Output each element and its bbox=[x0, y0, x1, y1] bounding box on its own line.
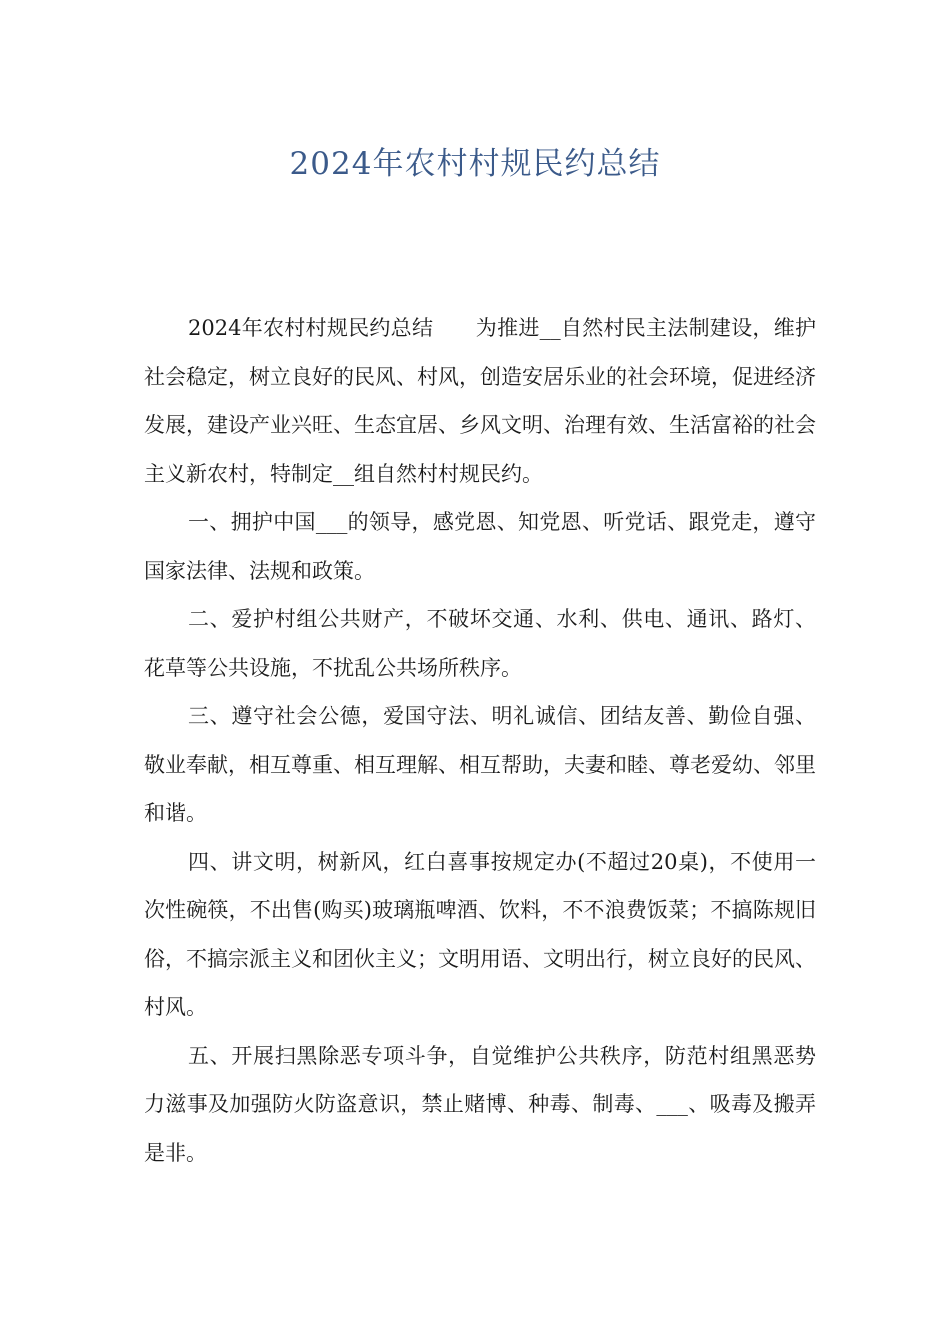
paragraph-intro: 2024年农村村规民约总结 为推进__自然村民主法制建设，维护社会稳定，树立良好的民风、村风，创造安居乐业的社会环境，促进经济发展，建设产业兴旺、生态宜居、乡风文明、治理有效、生活富裕的社会主义新农村，特制定__组自然村村规民约。 bbox=[144, 316, 816, 486]
document-body bbox=[144, 304, 816, 1177]
paragraph-article-5: 五、开展扫黑除恶专项斗争，自觉维护公共秩序，防范村组黑恶势力滋事及加强防火防盗意识，禁止赌博、种毒、制毒、___、吸毒及搬弄是非。 bbox=[144, 1043, 816, 1165]
paragraph-article-4: 四、讲文明，树新风，红白喜事按规定办(不超过20桌)，不使用一次性碗筷，不出售(购买)玻璃瓶啤酒、饮料，不不浪费饭菜；不搞陈规旧俗，不搞宗派主义和团伙主义；文明用语、文明出行，树立良好的民风、村风。 bbox=[144, 849, 816, 1019]
paragraph-article-3: 三、遵守社会公德，爱国守法、明礼诚信、团结友善、勤俭自强、敬业奉献，相互尊重、相互理解、相互帮助，夫妻和睦、尊老爱幼、邻里和谐。 bbox=[144, 704, 816, 825]
document-title: 2024年农村村规民约总结 bbox=[289, 146, 661, 182]
paragraph-article-2: 二、爱护村组公共财产，不破坏交通、水利、供电、通讯、路灯、花草等公共设施，不扰乱公共场所秩序。 bbox=[144, 607, 816, 680]
paragraph-article-1: 一、拥护中国___的领导，感党恩、知党恩、听党话、跟党走，遵守国家法律、法规和政策。 bbox=[144, 510, 816, 583]
